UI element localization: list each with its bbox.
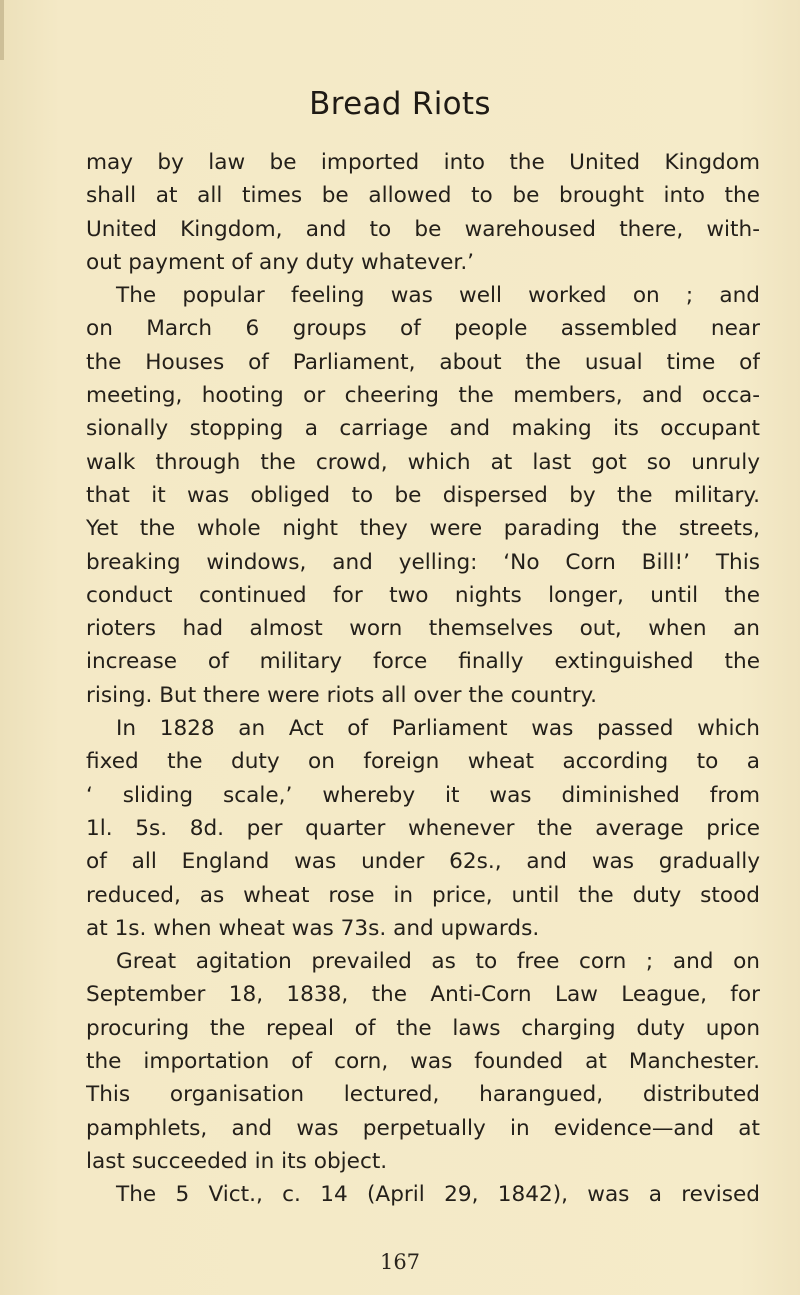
text-line: at 1s. when wheat was 73s. and upwards. [86, 915, 540, 941]
text-line: reduced, as wheat rose in price, until the duty stood [86, 882, 760, 908]
text-line: that it was obliged to be dispersed by the military. [86, 482, 760, 508]
text-line: out payment of any duty whatever.’ [86, 249, 475, 275]
text-line: of all England was under 62s., and was gradually [86, 849, 760, 875]
text-line: 1l. 5s. 8d. per quarter whenever the average price [86, 815, 760, 841]
text-line: Yet the whole night they were parading the streets, [86, 516, 760, 542]
text-line: ‘ sliding scale,’ whereby it was diminished from [86, 782, 760, 808]
text-line: may by law be imported into the United Kingdom [86, 150, 760, 175]
text-line: pamphlets, and was perpetually in evidence—and at [86, 1115, 760, 1141]
text-line: rioters had almost worn themselves out, when an [86, 616, 760, 642]
body-text [86, 146, 760, 1212]
page-number: 167 [379, 1250, 421, 1274]
text-line: procuring the repeal of the laws charging duty upon [86, 1015, 760, 1041]
text-line: breaking windows, and yelling: ‘No Corn Bill!’ This [86, 549, 760, 575]
text-line: increase of military force finally extinguished the [86, 649, 760, 675]
text-line: rising. But there were riots all over the country. [86, 682, 598, 708]
text-line: walk through the crowd, which at last got so unruly [86, 449, 760, 475]
text-line: The popular feeling was well worked on ; and [116, 283, 760, 309]
text-line: conduct continued for two nights longer, until the [86, 582, 760, 608]
text-line: the importation of corn, was founded at Manchester. [86, 1049, 760, 1075]
text-line: fixed the duty on foreign wheat according to a [86, 749, 760, 775]
text-line: Great agitation prevailed as to free corn ; and on [116, 949, 760, 975]
text-line: on March 6 groups of people assembled near [86, 316, 760, 342]
running-head: Bread Riots [309, 86, 491, 122]
text-line: shall at all times be allowed to be brought into the [86, 183, 760, 209]
text-line: United Kingdom, and to be warehoused there, with- [86, 216, 760, 242]
text-line: sionally stopping a carriage and making its occupant [86, 416, 760, 442]
page-edge-shadow [0, 0, 4, 60]
text-line: This organisation lectured, harangued, distributed [86, 1082, 760, 1108]
text-line: In 1828 an Act of Parliament was passed which [116, 716, 760, 742]
text-line: meeting, hooting or cheering the members, and occa- [86, 383, 760, 409]
text-line: the Houses of Parliament, about the usual time of [86, 349, 760, 375]
text-line: September 18, 1838, the Anti-Corn Law League, for [86, 982, 760, 1008]
text-line: The 5 Vict., c. 14 (April 29, 1842), was a revised [116, 1182, 760, 1208]
text-line: last succeeded in its object. [86, 1148, 388, 1174]
